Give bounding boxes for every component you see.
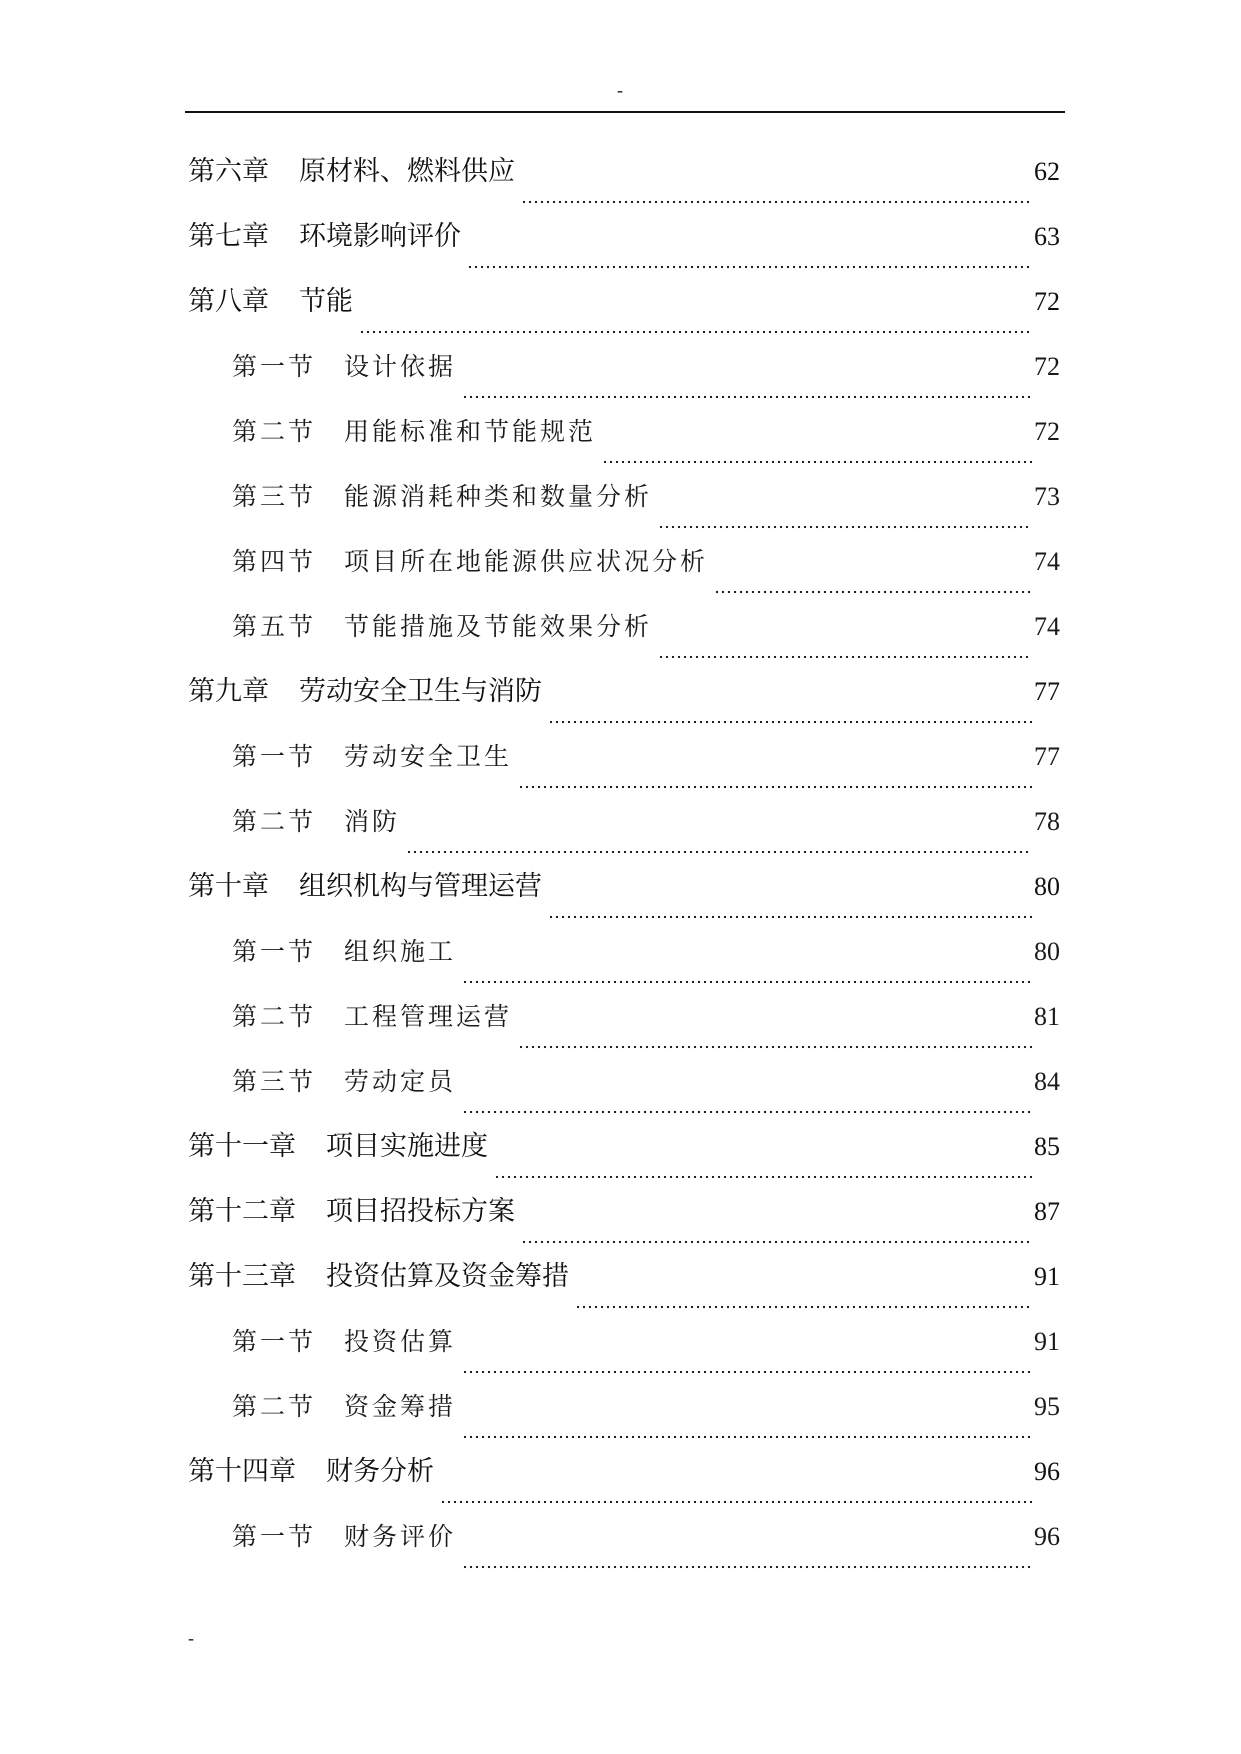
toc-chapter-entry[interactable] (188, 1259, 1060, 1324)
toc-dot-leader (462, 1565, 1032, 1569)
toc-dot-leader (602, 460, 1032, 464)
toc-section-entry[interactable] (188, 609, 1060, 674)
toc-page-number: 81 (1034, 1002, 1060, 1031)
toc-dot-leader (467, 265, 1032, 269)
toc-entry-title: 消防 (344, 807, 401, 836)
toc-entry-title: 组织施工 (344, 937, 457, 966)
toc-entry-title: 项目招投标方案 (326, 1196, 515, 1227)
toc-entry-number: 第十章 (188, 871, 269, 902)
toc-page-number: 77 (1034, 742, 1060, 771)
toc-section-entry[interactable] (188, 1064, 1060, 1129)
toc-entry-title: 原材料、燃料供应 (299, 156, 515, 187)
toc-entry-title: 节能措施及节能效果分析 (344, 612, 653, 641)
toc-entry-number: 第五节 (232, 612, 317, 641)
toc-page-number: 96 (1034, 1522, 1060, 1551)
toc-dot-leader (462, 1435, 1032, 1439)
toc-chapter-entry[interactable] (188, 674, 1060, 739)
header-rule (185, 111, 1065, 113)
toc-entry-number: 第一节 (232, 937, 317, 966)
toc-dot-leader (494, 1175, 1032, 1179)
toc-section-entry[interactable] (188, 479, 1060, 544)
toc-dot-leader (518, 1045, 1032, 1049)
toc-page-number: 91 (1034, 1262, 1060, 1291)
toc-entry-number: 第一节 (232, 1327, 317, 1356)
toc-page-number: 78 (1034, 807, 1060, 836)
toc-entry-title: 项目实施进度 (326, 1131, 488, 1162)
toc-dot-leader (462, 1110, 1032, 1114)
toc-entry-title: 劳动安全卫生 (344, 742, 513, 771)
toc-entry-number: 第八章 (188, 286, 269, 317)
toc-entry-title: 财务评价 (344, 1522, 457, 1551)
toc-entry-number: 第一节 (232, 1522, 317, 1551)
toc-page-number: 77 (1034, 677, 1060, 706)
toc-chapter-entry[interactable] (188, 869, 1060, 934)
toc-dot-leader (406, 850, 1032, 854)
toc-page-number: 62 (1034, 157, 1060, 186)
toc-page-number: 84 (1034, 1067, 1060, 1096)
toc-page-number: 72 (1034, 417, 1060, 446)
toc-entry-number: 第二节 (232, 807, 317, 836)
toc-entry-number: 第十三章 (188, 1261, 296, 1292)
toc-page-number: 95 (1034, 1392, 1060, 1421)
toc-dot-leader (462, 1370, 1032, 1374)
toc-entry-number: 第三节 (232, 1067, 317, 1096)
toc-dot-leader (548, 915, 1032, 919)
toc-dot-leader (462, 980, 1032, 984)
toc-entry-title: 能源消耗种类和数量分析 (344, 482, 653, 511)
toc-entry-title: 劳动安全卫生与消防 (299, 676, 542, 707)
toc-entry-title: 用能标准和节能规范 (344, 417, 597, 446)
toc-page-number: 85 (1034, 1132, 1060, 1161)
toc-entry-number: 第四节 (232, 547, 317, 576)
toc-page-number: 72 (1034, 287, 1060, 316)
toc-entry-title: 项目所在地能源供应状况分析 (344, 547, 709, 576)
toc-entry-title: 环境影响评价 (299, 221, 461, 252)
toc-section-entry[interactable] (188, 739, 1060, 804)
toc-entry-title: 组织机构与管理运营 (299, 871, 542, 902)
toc-entry-title: 财务分析 (326, 1456, 434, 1487)
toc-dot-leader (658, 655, 1032, 659)
toc-entry-title: 劳动定员 (344, 1067, 457, 1096)
toc-entry-title: 设计依据 (344, 352, 457, 381)
toc-entry-number: 第十一章 (188, 1131, 296, 1162)
toc-entry-number: 第二节 (232, 1002, 317, 1031)
toc-dot-leader (548, 720, 1032, 724)
toc-page-number: 63 (1034, 222, 1060, 251)
toc-page-number: 73 (1034, 482, 1060, 511)
toc-dot-leader (440, 1500, 1032, 1504)
toc-entry-title: 节能 (299, 286, 353, 317)
toc-entry-number: 第十二章 (188, 1196, 296, 1227)
toc-entry-number: 第一节 (232, 742, 317, 771)
toc-section-entry[interactable] (188, 544, 1060, 609)
toc-dot-leader (462, 395, 1032, 399)
toc-entry-number: 第十四章 (188, 1456, 296, 1487)
toc-page-number: 72 (1034, 352, 1060, 381)
toc-section-entry[interactable] (188, 1324, 1060, 1389)
toc-page-number: 74 (1034, 547, 1060, 576)
toc-dot-leader (518, 785, 1032, 789)
toc-chapter-entry[interactable] (188, 154, 1060, 219)
toc-section-entry[interactable] (188, 999, 1060, 1064)
toc-page-number: 80 (1034, 872, 1060, 901)
toc-section-entry[interactable] (188, 1389, 1060, 1454)
toc-entry-number: 第一节 (232, 352, 317, 381)
page-footer-mark: - (188, 1628, 194, 1648)
toc-entry-title: 投资估算 (344, 1327, 457, 1356)
toc-page-number: 96 (1034, 1457, 1060, 1486)
toc-section-entry[interactable] (188, 349, 1060, 414)
toc-entry-title: 资金筹措 (344, 1392, 457, 1421)
toc-chapter-entry[interactable] (188, 219, 1060, 284)
toc-dot-leader (521, 1240, 1032, 1244)
toc-section-entry[interactable] (188, 1519, 1060, 1584)
page-header-mark: - (617, 80, 623, 100)
toc-chapter-entry[interactable] (188, 1194, 1060, 1259)
toc-chapter-entry[interactable] (188, 1129, 1060, 1194)
toc-page-number: 80 (1034, 937, 1060, 966)
toc-entry-number: 第三节 (232, 482, 317, 511)
toc-entry-title: 工程管理运营 (344, 1002, 513, 1031)
toc-section-entry[interactable] (188, 414, 1060, 479)
toc-page-number: 91 (1034, 1327, 1060, 1356)
toc-dot-leader (359, 330, 1032, 334)
toc-section-entry[interactable] (188, 804, 1060, 869)
toc-page-number: 87 (1034, 1197, 1060, 1226)
toc-entry-number: 第九章 (188, 676, 269, 707)
toc-section-entry[interactable] (188, 934, 1060, 999)
toc-dot-leader (714, 590, 1032, 594)
toc-entry-number: 第二节 (232, 417, 317, 446)
toc-dot-leader (658, 525, 1032, 529)
table-of-contents (188, 154, 1060, 1584)
toc-dot-leader (521, 200, 1032, 204)
toc-entry-title: 投资估算及资金筹措 (326, 1261, 569, 1292)
toc-dot-leader (575, 1305, 1032, 1309)
toc-page-number: 74 (1034, 612, 1060, 641)
toc-chapter-entry[interactable] (188, 284, 1060, 349)
toc-entry-number: 第二节 (232, 1392, 317, 1421)
toc-entry-number: 第六章 (188, 156, 269, 187)
toc-entry-number: 第七章 (188, 221, 269, 252)
toc-chapter-entry[interactable] (188, 1454, 1060, 1519)
